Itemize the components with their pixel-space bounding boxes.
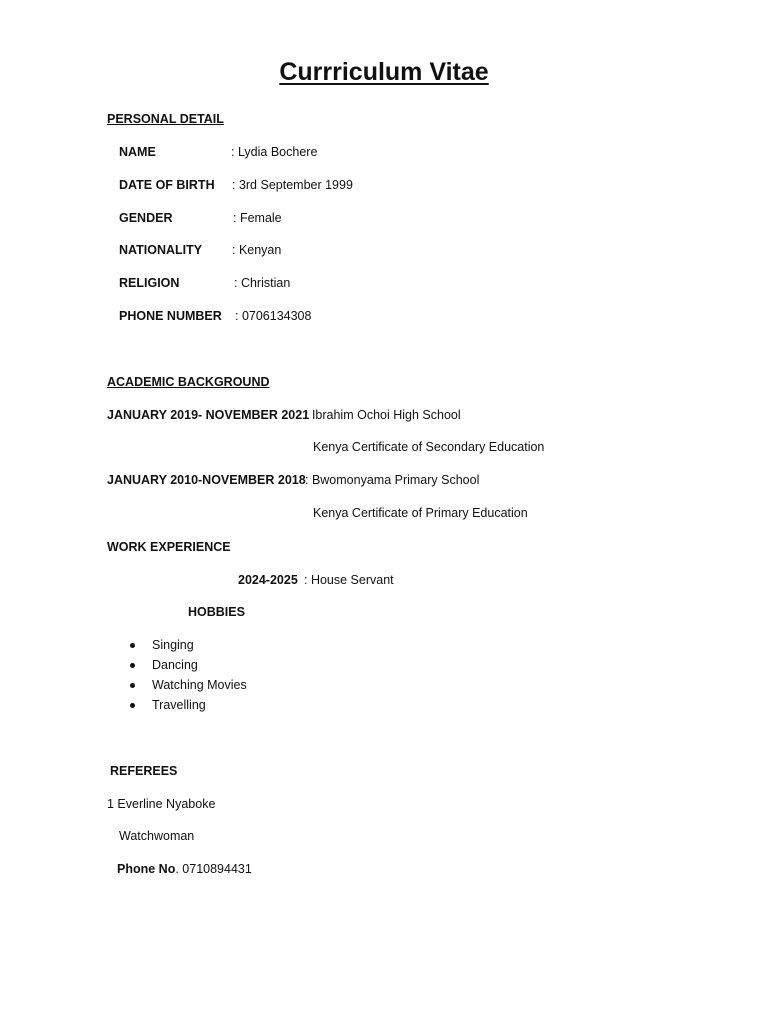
- academic-background-heading: ACADEMIC BACKGROUND: [107, 375, 270, 389]
- gender-value: : Female: [233, 211, 282, 225]
- academic-school: : Ibrahim Ochoi High School: [305, 408, 461, 422]
- dob-label: DATE OF BIRTH: [119, 178, 215, 192]
- referee-phone: [117, 862, 252, 876]
- work-role: : House Servant: [304, 573, 394, 587]
- name-label: NAME: [119, 145, 156, 159]
- bullet-icon: [130, 643, 135, 648]
- academic-period: JANUARY 2019- NOVEMBER 2021: [107, 408, 310, 422]
- academic-school: : Bwomonyama Primary School: [305, 473, 480, 487]
- hobby-item: Dancing: [152, 658, 198, 672]
- document-title: Currriculum Vitae: [279, 58, 489, 86]
- work-experience-heading: WORK EXPERIENCE: [107, 540, 231, 554]
- referee-phone-value: . 0710894431: [175, 862, 252, 876]
- academic-period: JANUARY 2010-NOVEMBER 2018: [107, 473, 306, 487]
- phone-number-label: PHONE NUMBER: [119, 309, 222, 323]
- religion-label: RELIGION: [119, 276, 180, 290]
- bullet-icon: [130, 703, 135, 708]
- phone-number-value: : 0706134308: [235, 309, 312, 323]
- hobby-item: Watching Movies: [152, 678, 247, 692]
- academic-certificate: Kenya Certificate of Primary Education: [313, 506, 528, 520]
- work-period: 2024-2025: [238, 573, 298, 587]
- name-value: : Lydia Bochere: [231, 145, 318, 159]
- bullet-icon: [130, 683, 135, 688]
- referee-phone-label: Phone No: [117, 862, 176, 876]
- personal-detail-heading: PERSONAL DETAIL: [107, 112, 224, 126]
- dob-value: : 3rd September 1999: [232, 178, 353, 192]
- nationality-label: NATIONALITY: [119, 243, 203, 257]
- hobby-item: Travelling: [152, 698, 206, 712]
- referee-occupation: Watchwoman: [119, 829, 195, 843]
- hobby-item: Singing: [152, 638, 194, 652]
- bullet-icon: [130, 663, 135, 668]
- religion-value: : Christian: [234, 276, 291, 290]
- gender-label: GENDER: [119, 211, 173, 225]
- academic-certificate: Kenya Certificate of Secondary Education: [313, 440, 545, 454]
- hobbies-heading: HOBBIES: [188, 605, 245, 619]
- referee-name: 1 Everline Nyaboke: [107, 797, 216, 811]
- referees-heading: REFEREES: [110, 764, 178, 778]
- nationality-value: : Kenyan: [232, 243, 282, 257]
